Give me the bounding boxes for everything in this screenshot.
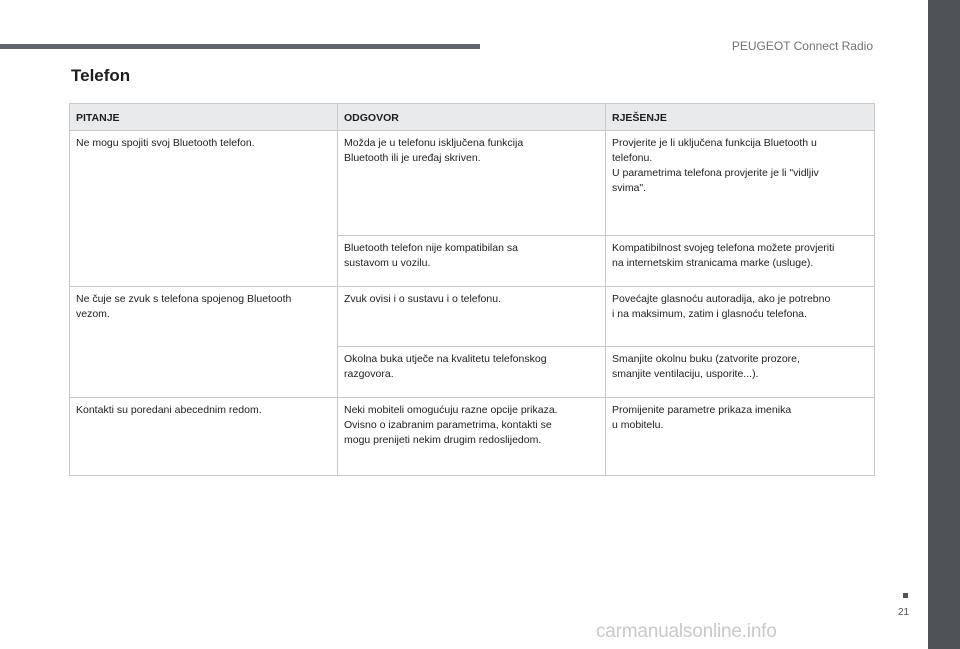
table-row [70,398,875,476]
solution-cell [606,236,875,287]
solution-cell [606,398,875,476]
answer-text: Bluetooth telefon nije kompatibilan sa [344,242,518,254]
column-header-question: PITANJE [70,104,338,131]
solution-text: U parametrima telefona provjerite je li "vidljiv [612,167,819,179]
answer-cell [338,236,606,287]
question-text: Ne čuje se zvuk s telefona spojenog Bluetooth [76,293,292,305]
answer-text: razgovora. [344,368,394,380]
solution-text: telefonu. [612,152,653,164]
answer-text: Možda je u telefonu isključena funkcija [344,137,524,149]
solution-text: svima". [612,182,647,194]
answer-text: Neki mobiteli omogućuju razne opcije prikaza. [344,404,558,416]
question-text: Kontakti su poredani abecednim redom. [76,404,262,416]
solution-text: Povećajte glasnoću autoradija, ako je potrebno [612,293,831,305]
solution-text: Promijenite parametre prikaza imenika [612,404,792,416]
faq-table-container [69,103,875,476]
solution-text: Provjerite je li uključena funkcija Bluetooth u [612,137,817,149]
header-rule [0,44,480,49]
question-cell [70,131,338,287]
answer-text: sustavom u vozilu. [344,257,431,269]
solution-text: Smanjite okolnu buku (zatvorite prozore, [612,353,800,365]
column-header-answer: ODGOVOR [338,104,606,131]
answer-text: Ovisno o izabranim parametrima, kontakti se [344,419,552,431]
question-cell [70,287,338,398]
table-header-row [70,104,875,131]
table-row [70,287,875,347]
side-tab-bar [928,0,960,649]
question-cell [70,398,338,476]
solution-cell [606,347,875,398]
answer-text: mogu prenijeti nekim drugim redoslijedom. [344,434,542,446]
answer-cell [338,287,606,347]
column-header-solution: RJEŠENJE [606,104,875,131]
solution-text: i na maksimum, zatim i glasnoću telefona. [612,308,807,320]
watermark-text: carmanualsonline.info [596,621,777,642]
question-text: Ne mogu spojiti svoj Bluetooth telefon. [76,137,255,149]
page-title: Telefon [71,66,131,85]
solution-cell [606,287,875,347]
answer-text: Okolna buka utječe na kvalitetu telefonskog [344,353,547,365]
solution-text: u mobitelu. [612,419,664,431]
solution-cell [606,131,875,236]
answer-cell [338,398,606,476]
answer-text: Bluetooth ili je uređaj skriven. [344,152,481,164]
solution-text: na internetskim stranicama marke (usluge). [612,257,814,269]
page-number: 21 [898,607,910,618]
header-section-title: PEUGEOT Connect Radio [731,39,873,53]
answer-cell [338,131,606,236]
solution-text: smanjite ventilaciju, usporite...). [612,368,759,380]
answer-text: Zvuk ovisi i o sustavu i o telefonu. [344,293,501,305]
question-text: vezom. [76,308,110,320]
page-marker [903,593,908,598]
solution-text: Kompatibilnost svojeg telefona možete provjeriti [612,242,835,254]
table-row [70,131,875,236]
answer-cell [338,347,606,398]
faq-table [69,103,875,476]
